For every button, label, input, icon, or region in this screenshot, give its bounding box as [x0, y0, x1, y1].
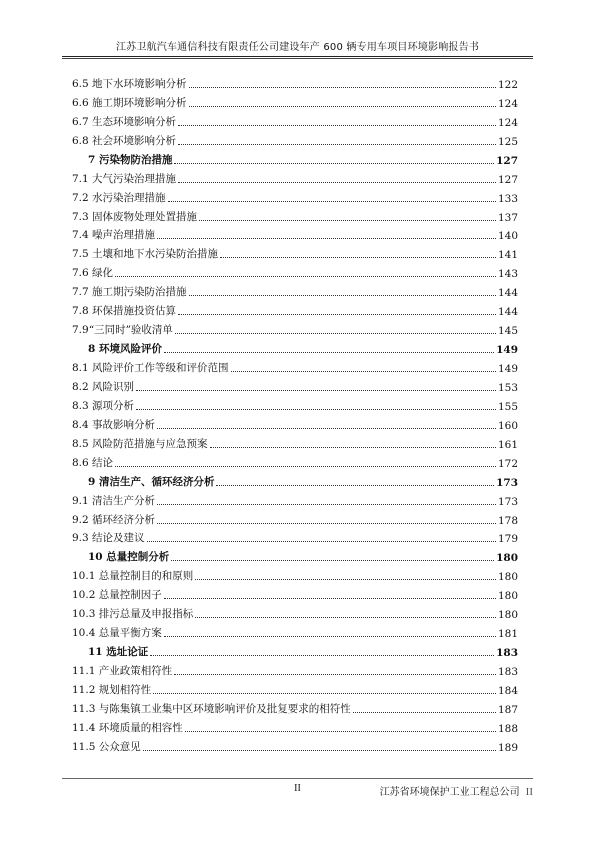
toc-leader-dots	[157, 428, 496, 429]
toc-entry-page: 140	[497, 230, 518, 243]
toc-leader-dots	[174, 674, 496, 675]
toc-entry-page: 141	[497, 249, 518, 262]
toc-entry[interactable]	[72, 451, 518, 470]
toc-entry-label: 7.3 固体废物处理处置措施	[72, 210, 198, 223]
toc-leader-dots	[147, 541, 496, 542]
toc-chapter-entry[interactable]	[72, 470, 518, 489]
toc-entry-page: 161	[497, 438, 518, 451]
toc-entry[interactable]	[72, 432, 518, 451]
toc-leader-dots	[174, 163, 494, 164]
toc-entry-label: 7.8 环保措施投资估算	[72, 305, 177, 318]
toc-entry-label: 11.3 与陈集镇工业集中区环境影响评价及批复要求的相符性	[72, 702, 351, 715]
footer-page-number: II	[294, 783, 301, 794]
toc-entry[interactable]	[72, 299, 518, 318]
toc-entry-label: 11 选址论证	[88, 646, 149, 659]
toc-entry[interactable]	[72, 375, 518, 394]
toc-entry-page: 124	[497, 116, 518, 129]
toc-entry[interactable]	[72, 261, 518, 280]
toc-entry-page: 144	[497, 287, 518, 300]
toc-leader-dots	[164, 352, 494, 353]
toc-leader-dots	[168, 201, 496, 202]
toc-leader-dots	[164, 598, 496, 599]
toc-entry-page: 180	[497, 609, 518, 622]
toc-entry[interactable]	[72, 205, 518, 224]
toc-leader-dots	[178, 182, 496, 183]
toc-entry-page: 187	[497, 703, 518, 716]
toc-leader-dots	[231, 371, 496, 372]
toc-entry-label: 11.4 环境质量的相容性	[72, 721, 183, 734]
toc-entry-label: 8 环境风险评价	[88, 343, 162, 356]
footer-company-name: 江苏省环境保护工业工程总公司	[379, 787, 520, 798]
toc-chapter-entry[interactable]	[72, 337, 518, 356]
toc-leader-dots	[185, 731, 496, 732]
toc-entry[interactable]	[72, 242, 518, 261]
toc-chapter-entry[interactable]	[72, 545, 518, 564]
toc-chapter-entry[interactable]	[72, 640, 518, 659]
toc-entry[interactable]	[72, 697, 518, 716]
toc-entry-label: 7.1 大气污染治理措施	[72, 172, 177, 185]
toc-leader-dots	[195, 579, 496, 580]
toc-leader-dots	[157, 523, 496, 524]
toc-entry-page: 137	[497, 211, 518, 224]
toc-entry[interactable]	[72, 186, 518, 205]
toc-entry[interactable]	[72, 318, 518, 337]
toc-leader-dots	[353, 712, 496, 713]
toc-entry[interactable]	[72, 527, 518, 546]
toc-entry-page: 183	[497, 666, 518, 678]
toc-entry-page: 155	[497, 400, 518, 413]
toc-leader-dots	[157, 504, 496, 505]
toc-leader-dots	[150, 655, 494, 656]
toc-entry-page: 172	[497, 457, 518, 470]
toc-entry-page: 127	[497, 173, 518, 186]
toc-entry-page: 184	[497, 684, 518, 697]
toc-leader-dots	[136, 390, 496, 391]
footer-rule	[62, 778, 533, 779]
toc-entry-page: 122	[497, 78, 518, 91]
toc-entry-label: 9.1 清洁生产分析	[72, 494, 156, 507]
toc-entry-page: 143	[497, 268, 518, 281]
toc-entry-page: 144	[497, 306, 518, 319]
toc-entry[interactable]	[72, 564, 518, 583]
toc-entry[interactable]	[72, 735, 518, 754]
toc-entry-label: 8.5 风险防范措施与应急预案	[72, 437, 208, 450]
toc-entry[interactable]	[72, 659, 518, 678]
toc-leader-dots	[157, 238, 496, 239]
toc-entry[interactable]	[72, 716, 518, 735]
toc-entry[interactable]	[72, 167, 518, 186]
toc-entry-label: 8.6 结论	[72, 456, 114, 469]
toc-leader-dots	[164, 636, 496, 637]
header-rule	[62, 56, 533, 57]
toc-entry-label: 6.7 生态环境影响分析	[72, 115, 177, 128]
toc-entry-page: 173	[497, 495, 518, 508]
toc-leader-dots	[210, 447, 496, 448]
toc-entry-page: 127	[496, 154, 518, 167]
toc-entry[interactable]	[72, 91, 518, 110]
toc-entry[interactable]	[72, 280, 518, 299]
toc-entry-page: 124	[497, 97, 518, 110]
footer-company	[380, 783, 533, 798]
toc-leader-dots	[178, 125, 496, 126]
toc-entry[interactable]	[72, 602, 518, 621]
toc-entry-page: 125	[497, 135, 518, 148]
toc-entry-page: 180	[496, 552, 518, 565]
toc-leader-dots	[171, 560, 494, 561]
toc-entry[interactable]	[72, 489, 518, 508]
toc-entry-label: 7.2 水污染治理措施	[72, 191, 166, 204]
toc-entry-page: 160	[497, 419, 518, 432]
toc-entry-label: 10.4 总量平衡方案	[72, 627, 162, 640]
toc-entry-page: 153	[497, 381, 518, 394]
toc-entry-label: 7.5 土壤和地下水污染防治措施	[72, 248, 219, 261]
toc-entry-page: 181	[497, 628, 518, 641]
toc-entry-label: 7 污染物防治措施	[88, 153, 173, 166]
toc-entry-label: 9 清洁生产、循环经济分析	[88, 475, 215, 488]
toc-entry[interactable]	[72, 583, 518, 602]
toc-entry-page: 173	[496, 476, 518, 489]
toc-entry-label: 8.3 源项分析	[72, 399, 135, 412]
toc-leader-dots	[195, 617, 496, 618]
toc-leader-dots	[115, 466, 496, 467]
toc-entry-label: 11.1 产业政策相符性	[72, 665, 173, 677]
toc-entry[interactable]	[72, 508, 518, 527]
toc-leader-dots	[136, 409, 496, 410]
toc-entry[interactable]	[72, 356, 518, 375]
toc-leader-dots	[175, 333, 496, 334]
toc-entry-label: 10.2 总量控制因子	[72, 589, 162, 602]
toc-entry-label: 6.6 施工期环境影响分析	[72, 96, 187, 109]
toc-leader-dots	[178, 144, 496, 145]
toc-leader-dots	[189, 106, 496, 107]
toc-leader-dots	[220, 257, 496, 258]
toc-entry[interactable]	[72, 129, 518, 148]
toc-entry-page: 180	[497, 571, 518, 584]
toc-entry-label: 8.1 风险评价工作等级和评价范围	[72, 362, 229, 374]
toc-leader-dots	[178, 314, 496, 315]
toc-entry-page: 178	[497, 514, 518, 527]
toc-leader-dots	[115, 276, 496, 277]
toc-entry-page: 180	[497, 590, 518, 603]
toc-entry-page: 145	[497, 325, 518, 338]
toc-entry-label: 11.2 规划相符性	[72, 683, 152, 696]
toc-entry-page: 133	[497, 192, 518, 205]
toc-leader-dots	[216, 485, 494, 486]
toc-entry-label: 7.9“三同时”验收清单	[72, 324, 173, 337]
toc-entry-label: 9.3 结论及建议	[72, 532, 145, 545]
page-header: 江苏卫航汽车通信科技有限责任公司建设年产 600 辆专用车项目环境影响报告书	[115, 42, 480, 53]
table-of-contents	[72, 72, 518, 754]
toc-entry-label: 7.4 噪声治理措施	[72, 229, 156, 242]
toc-entry-label: 7.7 施工期污染防治措施	[72, 286, 187, 299]
toc-leader-dots	[199, 220, 496, 221]
toc-entry-label: 9.2 循环经济分析	[72, 513, 156, 526]
toc-entry-label: 7.6 绿化	[72, 267, 114, 280]
toc-entry-page: 183	[496, 647, 518, 660]
toc-leader-dots	[189, 87, 496, 88]
toc-entry-label: 8.2 风险识别	[72, 380, 135, 393]
header-rule-thin	[62, 58, 533, 59]
toc-entry[interactable]	[72, 110, 518, 129]
toc-entry-label: 10 总量控制分析	[88, 551, 170, 564]
toc-entry[interactable]	[72, 413, 518, 432]
toc-entry-page: 149	[496, 344, 518, 357]
toc-leader-dots	[143, 750, 496, 751]
toc-chapter-entry[interactable]	[72, 148, 518, 167]
toc-entry-page: 189	[497, 741, 518, 754]
toc-leader-dots	[153, 693, 496, 694]
toc-entry-label: 11.5 公众意见	[72, 740, 141, 753]
toc-entry-page: 179	[497, 533, 518, 546]
toc-entry-page: 149	[497, 363, 518, 375]
toc-entry[interactable]	[72, 621, 518, 640]
toc-entry-label: 8.4 事故影响分析	[72, 418, 156, 431]
toc-entry-label: 10.1 总量控制目的和原则	[72, 570, 194, 583]
toc-entry-label: 6.8 社会环境影响分析	[72, 134, 177, 147]
toc-entry[interactable]	[72, 394, 518, 413]
toc-entry-page: 188	[497, 722, 518, 735]
toc-entry-label: 10.3 排污总量及申报指标	[72, 608, 194, 621]
toc-entry[interactable]	[72, 224, 518, 243]
toc-leader-dots	[189, 295, 496, 296]
toc-entry[interactable]	[72, 72, 518, 91]
toc-entry-label: 6.5 地下水环境影响分析	[72, 77, 187, 90]
footer-page-number-right: II	[525, 786, 533, 798]
toc-entry[interactable]	[72, 678, 518, 697]
